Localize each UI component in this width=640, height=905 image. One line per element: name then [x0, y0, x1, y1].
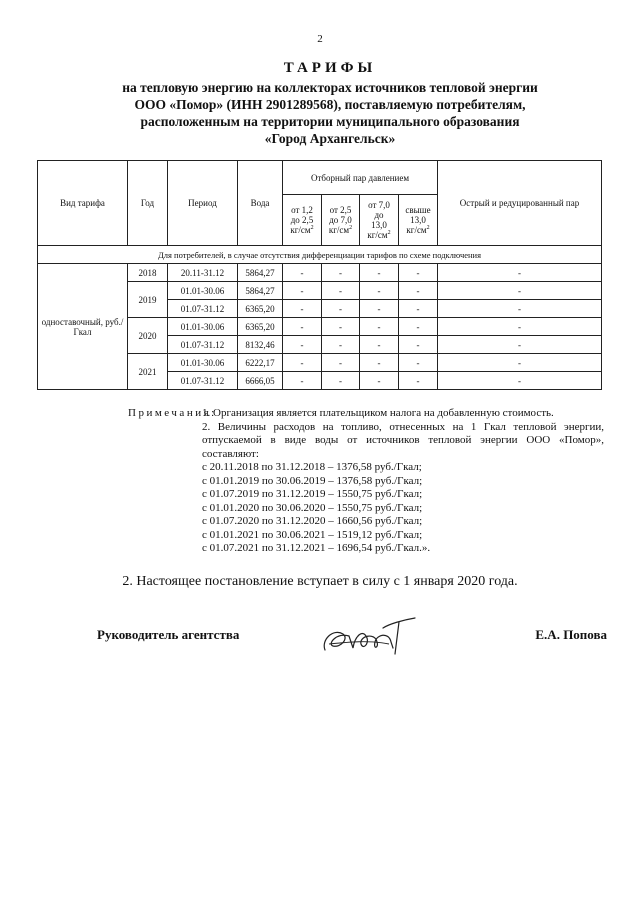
water-cell: 6365,20 [238, 300, 283, 318]
tariff-type-cell: одноставочный, руб./Гкал [38, 264, 128, 390]
header-sharp-steam: Острый и редуцированный пар [438, 161, 602, 246]
dash-cell: - [399, 372, 438, 390]
dash-cell: - [360, 354, 399, 372]
page-number: 2 [317, 33, 323, 45]
title-word: ТАРИФЫ [283, 60, 377, 76]
fuel-cost-line: с 01.07.2020 по 31.12.2020 – 1660,56 руб./Гкал; [202, 515, 423, 527]
title-line: «Город Архангельск» [264, 131, 396, 146]
dash-cell: - [399, 264, 438, 282]
title-line: на тепловую энергию на коллекторах источников тепловой энергии [122, 80, 538, 95]
note-item-2: 2. Величины расходов на топливо, отнесенных на 1 Гкал тепловой энергии, отпускаемой в виде воды от источников тепловой энергии ООО «Помор», составляют: [202, 420, 604, 460]
dash-cell: - [438, 300, 602, 318]
document-title [80, 60, 580, 147]
header-steam-3: от 7,0 до 13,0 $кг/см^2$ [360, 195, 399, 246]
note-item-1: 1. Организация является плательщиком налога на добавленную стоимость. [202, 407, 554, 419]
fuel-cost-line: с 01.07.2021 по 31.12.2021 – 1696,54 руб./Гкал.». [202, 542, 431, 554]
fuel-cost-line: с 20.11.2018 по 31.12.2018 – 1376,58 руб./Гкал; [202, 461, 422, 473]
dash-cell: - [399, 336, 438, 354]
dash-cell: - [399, 300, 438, 318]
dash-cell: - [360, 282, 399, 300]
dash-cell: - [399, 354, 438, 372]
year-cell: 2020 [128, 318, 168, 354]
water-cell: 6666,05 [238, 372, 283, 390]
water-cell: 8132,46 [238, 336, 283, 354]
title-line: ООО «Помор» (ИНН 2901289568), поставляемую потребителям, [134, 97, 526, 112]
dash-cell: - [283, 354, 322, 372]
dash-cell: - [283, 336, 322, 354]
dash-cell: - [438, 282, 602, 300]
header-year: Год [128, 161, 168, 246]
period-cell: 20.11-31.12 [168, 264, 238, 282]
period-cell: 01.07-31.12 [168, 336, 238, 354]
dash-cell: - [283, 318, 322, 336]
period-cell: 01.07-31.12 [168, 372, 238, 390]
header-period: Период [168, 161, 238, 246]
header-tariff-type: Вид тарифа [38, 161, 128, 246]
dash-cell: - [322, 282, 360, 300]
dash-cell: - [322, 372, 360, 390]
water-cell: 6222,17 [238, 354, 283, 372]
header-steam-1: от 1,2 до 2,5 $кг/см^2$ [283, 195, 322, 246]
dash-cell: - [283, 282, 322, 300]
dash-cell: - [322, 336, 360, 354]
dash-cell: - [438, 318, 602, 336]
fuel-cost-line: с 01.01.2020 по 30.06.2020 – 1550,75 руб./Гкал; [202, 501, 423, 514]
water-cell: 5864,27 [238, 282, 283, 300]
signatory-name: Е.А. Попова [535, 627, 607, 642]
year-cell: 2018 [128, 264, 168, 282]
dash-cell: - [322, 300, 360, 318]
period-cell: 01.07-31.12 [168, 300, 238, 318]
water-cell: 5864,27 [238, 264, 283, 282]
dash-cell: - [283, 372, 322, 390]
dash-cell: - [438, 264, 602, 282]
water-cell: 6365,20 [238, 318, 283, 336]
dash-cell: - [360, 300, 399, 318]
dash-cell: - [438, 354, 602, 372]
effective-date-paragraph: 2. Настоящее постановление вступает в силу с 1 января 2020 года. [122, 574, 518, 589]
header-steam-group: Отборный пар давлением [283, 161, 438, 195]
dash-cell: - [322, 318, 360, 336]
header-water: Вода [238, 161, 283, 246]
dash-cell: - [438, 336, 602, 354]
dash-cell: - [322, 264, 360, 282]
handwritten-signature [319, 614, 419, 660]
fuel-cost-line: с 01.01.2019 по 30.06.2019 – 1376,58 руб./Гкал; [202, 474, 423, 487]
tariff-table [37, 160, 602, 390]
period-cell: 01.01-30.06 [168, 354, 238, 372]
table-row [38, 264, 602, 282]
header-steam-4: свыше 13,0 $кг/см^2$ [399, 195, 438, 246]
period-cell: 01.01-30.06 [168, 282, 238, 300]
year-cell: 2019 [128, 282, 168, 318]
dash-cell: - [360, 336, 399, 354]
dash-cell: - [283, 264, 322, 282]
notes-body [202, 407, 604, 556]
header-steam-2: от 2,5 до 7,0 $кг/см^2$ [322, 195, 360, 246]
dash-cell: - [399, 318, 438, 336]
title-line: расположенным на территории муниципального образования [140, 114, 520, 129]
dash-cell: - [283, 300, 322, 318]
fuel-cost-line: с 01.07.2019 по 31.12.2019 – 1550,75 руб./Гкал; [202, 488, 423, 500]
year-cell: 2021 [128, 354, 168, 390]
dash-cell: - [322, 354, 360, 372]
signatory-role: Руководитель агентства [97, 627, 240, 642]
notes-label: Примечания: [128, 407, 217, 419]
signature-block [97, 620, 607, 660]
dash-cell: - [438, 372, 602, 390]
dash-cell: - [399, 282, 438, 300]
table-note-row: Для потребителей, в случае отсутствия дифференциации тарифов по схеме подключения [38, 246, 602, 264]
fuel-cost-line: с 01.01.2021 по 30.06.2021 – 1519,12 руб./Гкал; [202, 528, 423, 541]
dash-cell: - [360, 372, 399, 390]
period-cell: 01.01-30.06 [168, 318, 238, 336]
dash-cell: - [360, 318, 399, 336]
dash-cell: - [360, 264, 399, 282]
